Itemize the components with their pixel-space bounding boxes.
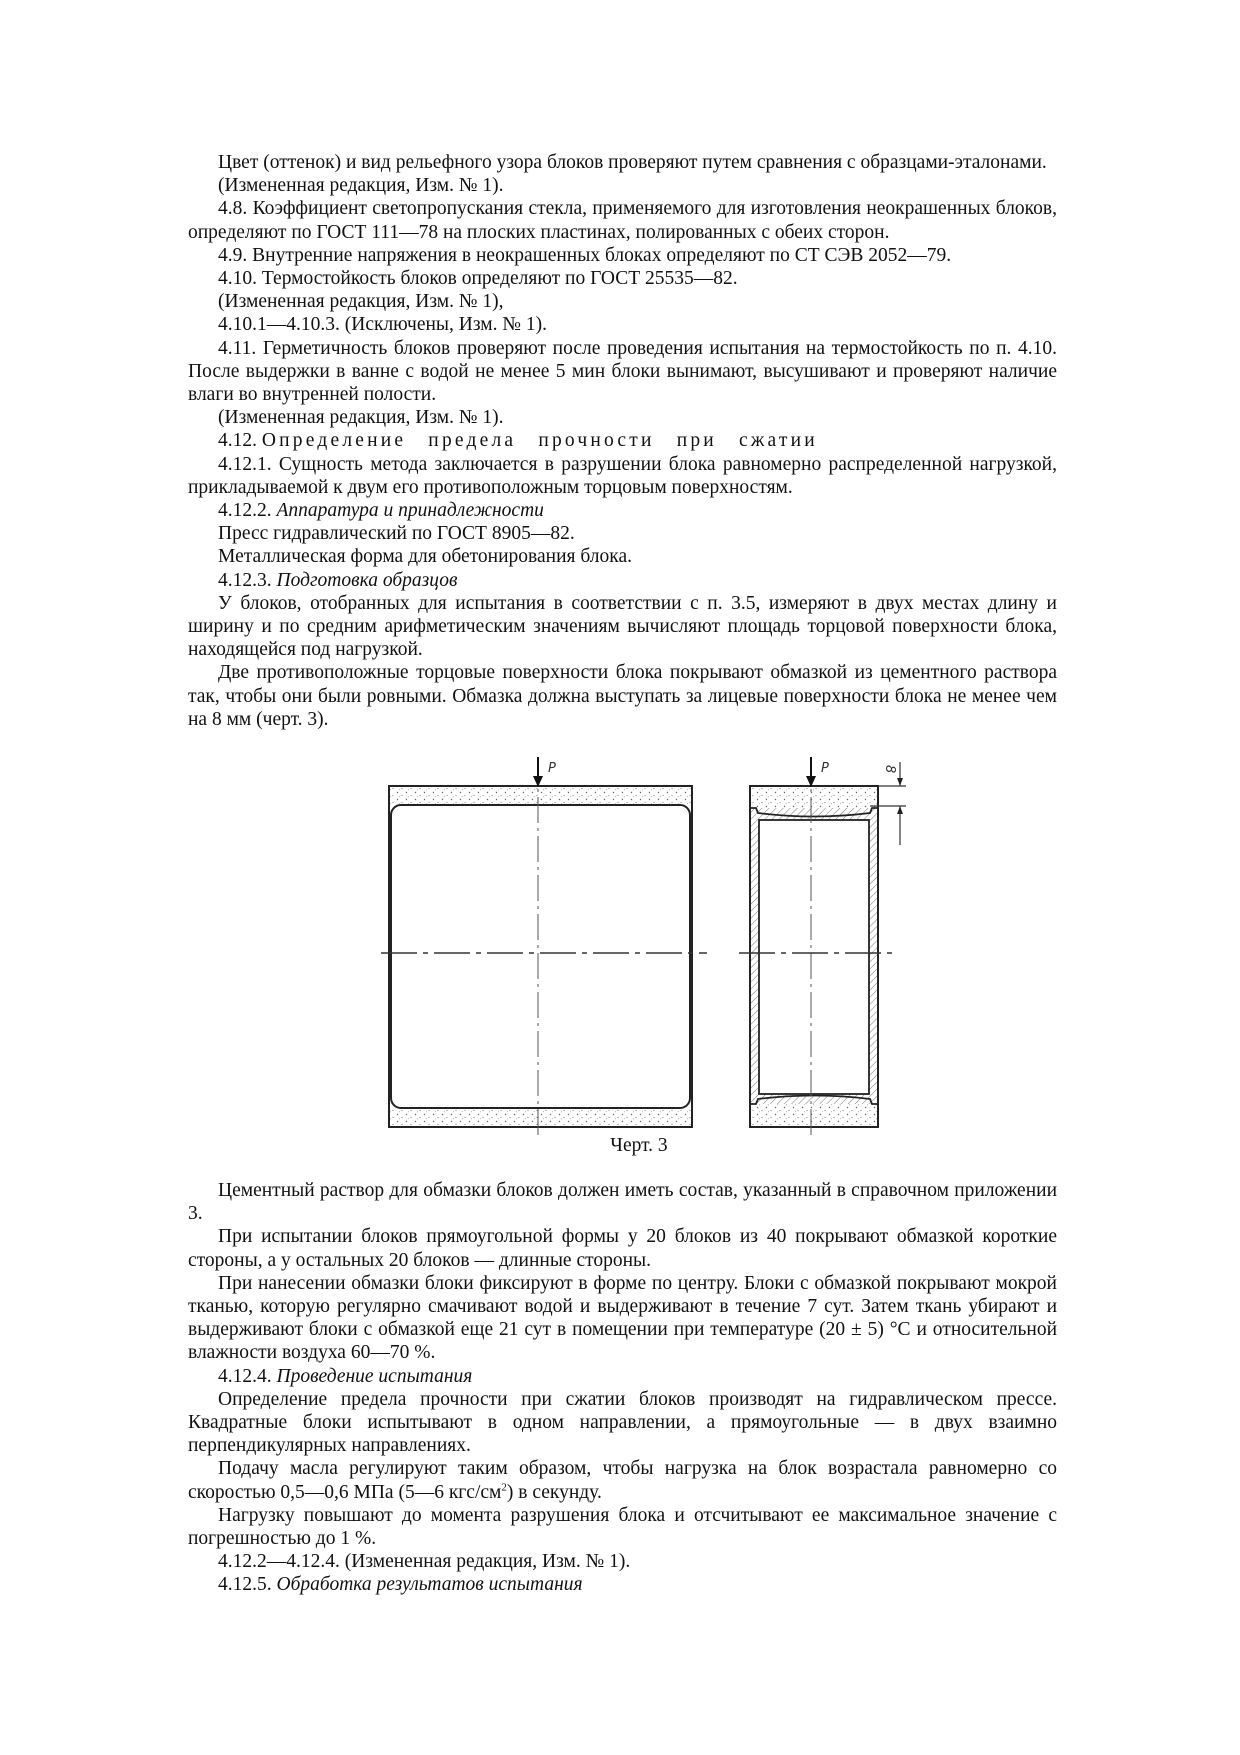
glass-block <box>391 805 690 1108</box>
paragraph <box>188 499 1057 522</box>
paragraph-text: У блоков, отобранных для испытания в соответствии с п. 3.5, измеряют в двух местах длину и ширину и по средним арифметическим значениям вычисляют площадь торцовой поверхности блока, находящейся под нагрузкой. <box>188 592 1057 661</box>
paragraph <box>188 244 1057 267</box>
paragraph <box>188 522 1057 545</box>
paragraph-text: (Измененная редакция, Изм. № 1), <box>218 291 504 313</box>
paragraph-text: 4.9. Внутренние напряжения в неокрашенных блоках определяют по СТ СЭВ 2052—79. <box>218 244 952 266</box>
dimension-label: 8 <box>882 765 897 774</box>
side-view <box>739 757 906 1140</box>
paragraph <box>188 569 1057 592</box>
front-view <box>381 757 707 1140</box>
subsection-title: Подготовка образцов <box>276 569 458 591</box>
paragraph <box>188 1457 1057 1503</box>
paragraph-text: 4.10. Термостойкость блоков определяют по ГОСТ 25535—82. <box>218 268 738 290</box>
paragraph-text: Подачу масла регулируют таким образом, чтобы нагрузка на блок возрастала равномерно со скоростью 0,5—0,6 МПа (5—6 кгс/см <box>188 1458 1057 1503</box>
figure-caption: Черт. 3 <box>610 1135 668 1156</box>
paragraph-text: (Измененная редакция, Изм. № 1). <box>218 407 504 429</box>
paragraph <box>188 197 1057 243</box>
paragraph <box>188 313 1057 336</box>
load-label-left: P <box>548 761 556 776</box>
superscript: 2 <box>501 1481 507 1494</box>
section-title: Определение предела прочности при сжатии <box>261 430 818 452</box>
paragraph <box>188 151 1057 174</box>
subsection-title: Обработка результатов испытания <box>276 1574 583 1596</box>
paragraph <box>188 1225 1057 1271</box>
paragraph <box>188 1388 1057 1458</box>
paragraph-text: 4.12.4. <box>218 1365 277 1387</box>
paragraph <box>188 1365 1057 1388</box>
paragraph-text: (Измененная редакция, Изм. № 1). <box>218 175 504 197</box>
mortar-top <box>390 788 691 804</box>
paragraph-text: Определение предела прочности при сжатии блоков производят на гидравлическом прессе. Квадратные блоки испытывают в одном направлении, а прямоугольные — в двух взаимно перпендикулярных направлениях. <box>188 1388 1057 1457</box>
paragraph-text: 4.12.1. Сущность метода заключается в разрушении блока равномерно распределенной нагрузкой, прикладываемой к двум его противоположным торцовым поверхностям. <box>188 453 1057 498</box>
text-section-top <box>188 151 1057 731</box>
paragraph-text: 4.12.5. <box>218 1574 277 1596</box>
paragraph <box>188 592 1057 662</box>
paragraph <box>188 1179 1057 1225</box>
subsection-title: Проведение испытания <box>276 1365 473 1387</box>
paragraph-text: При нанесении обмазки блоки фиксируют в форме по центру. Блоки с обмазкой покрывают мокрой тканью, которую регулярно смачивают водой и выдерживают в течение 7 сут. Затем ткань убирают и выдерживают блоки с обмазкой еще 21 сут в помещении при температуре (20 ± 5) °С и относительной влажности воздуха 60—70 %. <box>188 1272 1057 1364</box>
paragraph-text: 4.10.1—4.10.3. (Исключены, Изм. № 1). <box>218 314 547 336</box>
paragraph-text: 4.12.3. <box>218 569 277 591</box>
paragraph <box>188 406 1057 429</box>
paragraph-text: 4.12.2. <box>218 500 277 522</box>
paragraph-text: 4.11. Герметичность блоков проверяют после проведения испытания на термостойкость по п. 4.10. После выдержки в ванне с водой не менее 5 мин блоки вынимают, высушивают и проверяют наличие влаги во внутренней полости. <box>188 337 1057 406</box>
paragraph <box>188 545 1057 568</box>
paragraph <box>188 337 1057 407</box>
paragraph <box>188 661 1057 731</box>
glass-block-cavity <box>759 820 869 1094</box>
paragraph-text: Цвет (оттенок) и вид рельефного узора блоков проверяют путем сравнения с образцами-эталонами. <box>218 152 1047 173</box>
paragraph <box>188 1272 1057 1365</box>
paragraph-text: 4.12.2—4.12.4. (Измененная редакция, Изм. № 1). <box>218 1551 631 1573</box>
paragraph <box>188 453 1057 499</box>
mortar-bottom <box>390 1109 691 1125</box>
paragraph <box>188 1573 1057 1596</box>
paragraph-text: Цементный раствор для обмазки блоков должен иметь состав, указанный в справочном приложении 3. <box>188 1180 1057 1225</box>
paragraph-text: 4.8. Коэффициент светопропускания стекла, применяемого для изготовления неокрашенных блоков, определяют по ГОСТ 111—78 на плоских пластинах, полированных с обеих сторон. <box>188 198 1057 243</box>
paragraph-text: При испытании блоков прямоугольной формы у 20 блоков из 40 покрывают обмазкой короткие стороны, а у остальных 20 блоков — длинные стороны. <box>188 1226 1057 1271</box>
paragraph-text: Две противоположные торцовые поверхности блока покрывают обмазкой из цементного раствора так, чтобы они были ровными. Обмазка должна выступать за лицевые поверхности блока не менее чем на 8 мм (черт. 3). <box>188 662 1057 730</box>
paragraph <box>188 290 1057 313</box>
paragraph-text: Пресс гидравлический по ГОСТ 8905—82. <box>218 523 575 545</box>
paragraph <box>188 174 1057 197</box>
paragraph <box>188 267 1057 290</box>
load-label-right: P <box>821 761 829 776</box>
paragraph-text: Нагрузку повышают до момента разрушения блока и отсчитывают ее максимальное значение с погрешностью до 1 %. <box>188 1504 1057 1550</box>
paragraph-text: ) в секунду. <box>506 1481 602 1503</box>
paragraph <box>188 1550 1057 1573</box>
paragraph <box>188 429 1057 452</box>
paragraph <box>188 1504 1057 1550</box>
figure-block-compression-test <box>370 740 930 1140</box>
text-section-bottom <box>188 1179 1057 1597</box>
paragraph-text: Металлическая форма для обетонирования блока. <box>218 546 632 568</box>
subsection-title: Аппаратура и принадлежности <box>276 500 544 522</box>
paragraph-text: 4.12. <box>218 430 262 452</box>
